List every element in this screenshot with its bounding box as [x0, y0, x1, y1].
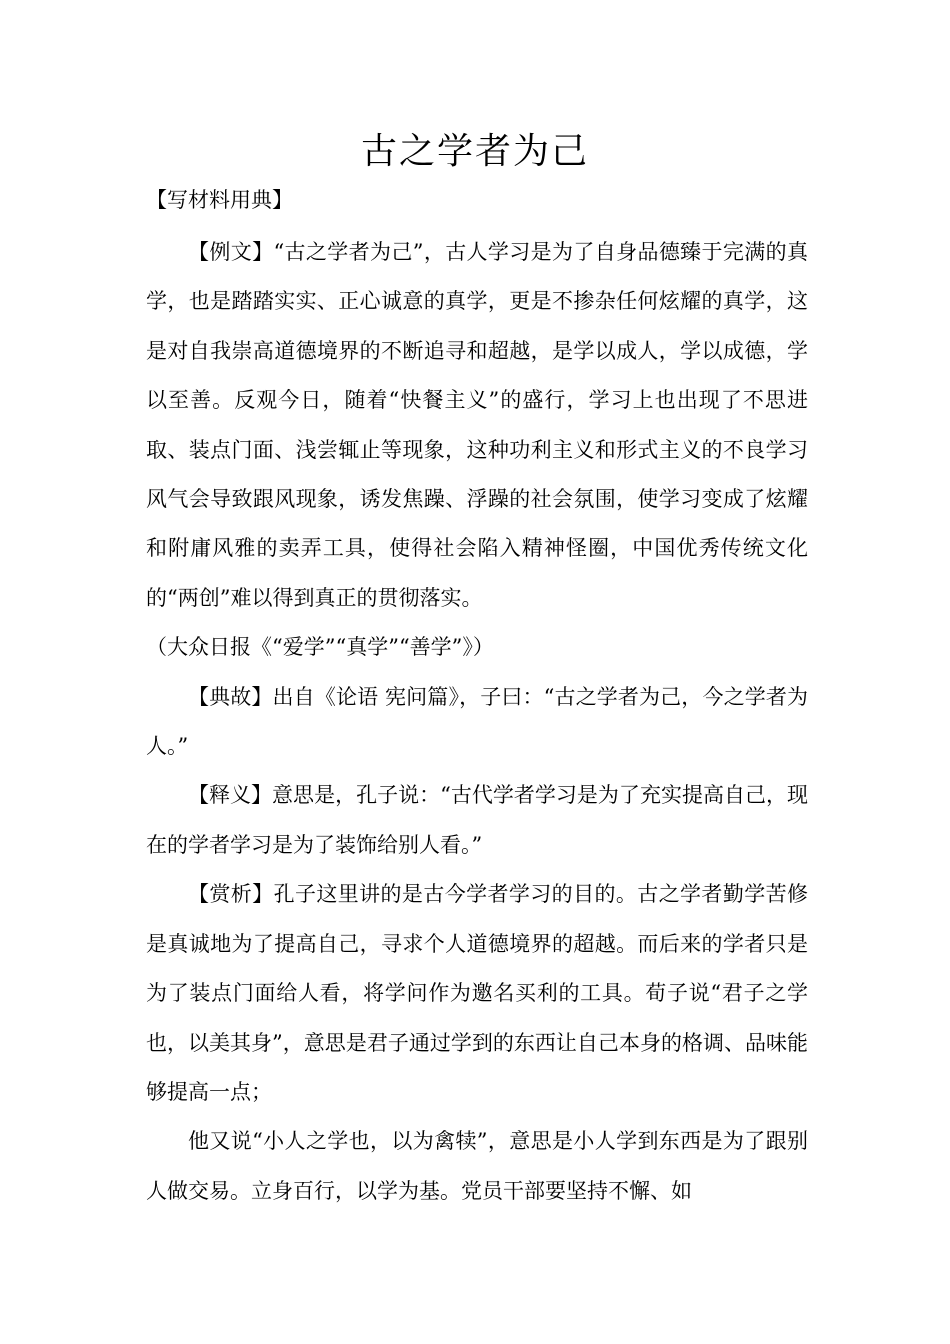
paragraph-text: （大众日报《“爱学”“真学”“善学”》）	[146, 635, 494, 660]
paragraph-tag: 【例文】	[188, 240, 274, 264]
paragraph-tag: 【典故】	[188, 684, 273, 709]
paragraph-example	[146, 228, 808, 623]
paragraph-text: 意思是，孔子说：“古代学者学习是为了充实提高自己，现在的学者学习是为了装饰给别人看。”	[146, 783, 809, 857]
paragraph-text: 孔子这里讲的是古今学者学习的目的。古之学者勤学苦修是真诚地为了提高自己，寻求个人道德境界的超越。而后来的学者只是为了装点门面给人看，将学问作为邀名买利的工具。荀子说“君子之学也，以美其身”，意思是君子通过学到的东西让自己本身的格调、品味能够提高一点；	[146, 882, 809, 1104]
paragraph-allusion	[146, 673, 808, 772]
paragraph-meaning	[146, 771, 808, 870]
paragraph-tag: 【赏析】	[188, 882, 274, 907]
section-label: 【写材料用典】	[146, 188, 293, 212]
paragraph-text: 他又说“小人之学也，以为禽犊”，意思是小人学到东西是为了跟别人做交易。立身百行，以学为基。党员干部要坚持不懈、如	[146, 1129, 808, 1203]
document-body	[146, 228, 808, 1216]
page-title: 古之学者为己	[360, 131, 589, 172]
paragraph-appreciation	[146, 870, 808, 1117]
paragraph-continuation	[146, 1117, 808, 1216]
paragraph-source	[146, 623, 808, 672]
paragraph-text: 出自《论语 宪问篇》，子曰：“古之学者为己，今之学者为人。”	[146, 684, 808, 759]
paragraph-tag: 【释义】	[188, 783, 273, 808]
paragraph-text: “古之学者为己”，古人学习是为了自身品德臻于完满的真学，也是踏踏实实、正心诚意的真学，更是不掺杂任何炫耀的真学，这是对自我崇高道德境界的不断追寻和超越，是学以成人，学以成德，学以至善。反观今日，随着“快餐主义”的盛行，学习上也出现了不思进取、装点门面、浅尝辄止等现象，这种功利主义和形式主义的不良学习风气会导致跟风现象，诱发焦躁、浮躁的社会氛围，使学习变成了炫耀和附庸风雅的卖弄工具，使得社会陷入精神怪圈，中国优秀传统文化的“两创”难以得到真正的贯彻落实。	[146, 240, 808, 610]
